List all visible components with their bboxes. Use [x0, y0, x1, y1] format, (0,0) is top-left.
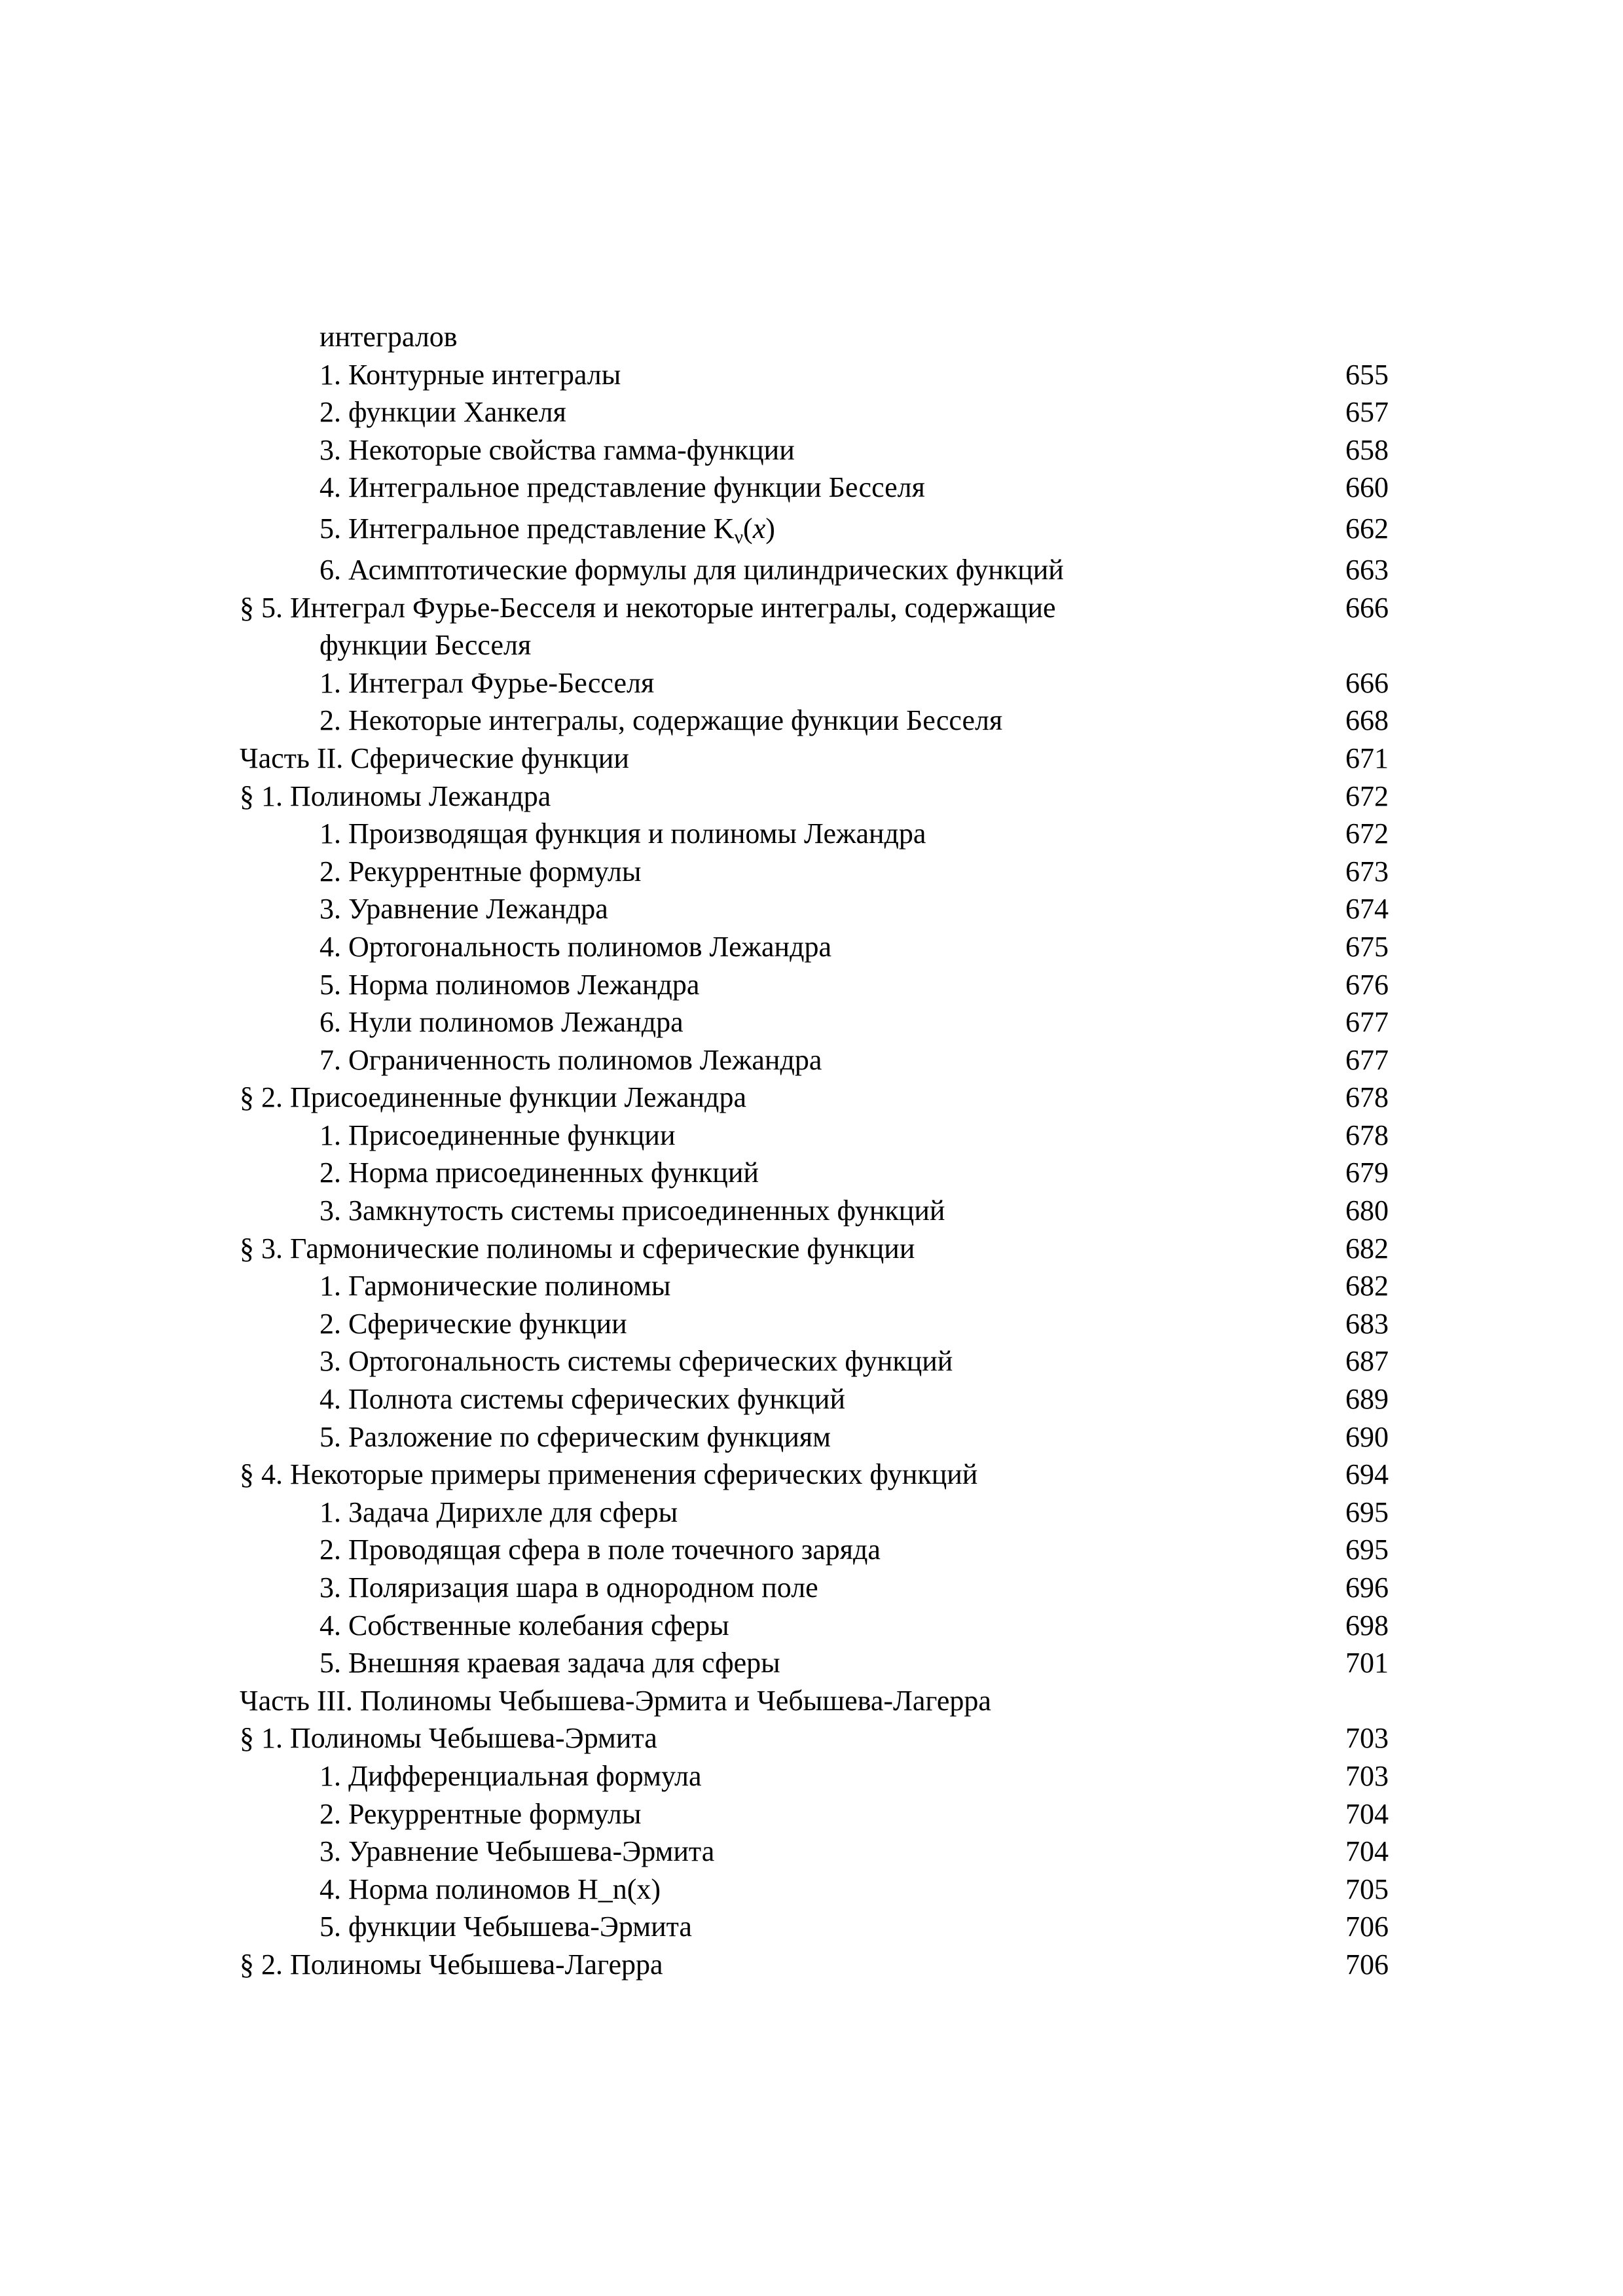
paren-close: ): [765, 512, 775, 545]
toc-entry-page: 666: [1345, 591, 1389, 624]
toc-entry: [240, 815, 1389, 853]
toc-entry-title: 1. Задача Дирихле для сферы: [319, 1496, 678, 1528]
toc-entry-page: 705: [1345, 1873, 1389, 1905]
toc-entry-page: 695: [1345, 1496, 1389, 1528]
toc-entry-page: 703: [1345, 1722, 1389, 1755]
toc-entry: [240, 1117, 1389, 1155]
toc-entry: [240, 890, 1389, 928]
toc-entry-page: 706: [1345, 1948, 1389, 1981]
toc-entry-page: 706: [1345, 1910, 1389, 1943]
toc-entry: [240, 589, 1389, 627]
toc-entry-title: Часть II. Сферические функции: [240, 742, 629, 774]
toc-entry-title: 4. Полнота системы сферических функций: [319, 1383, 846, 1416]
toc-entry-title: 4. Собственные колебания сферы: [319, 1609, 729, 1641]
toc-entry-page: 655: [1345, 358, 1389, 391]
toc-entry-page: 676: [1345, 968, 1389, 1001]
toc-entry-title: 5. Норма полиномов Лежандра: [319, 968, 700, 1001]
toc-entry: [240, 1230, 1389, 1268]
toc-entry-title: 3. Ортогональность системы сферических функций: [319, 1345, 953, 1378]
toc-entry-title: 2. функции Ханкеля: [319, 396, 566, 429]
toc-entry: [240, 1154, 1389, 1192]
toc-entry-title: 1. Интеграл Фурье-Бесселя: [319, 666, 655, 699]
toc-entry: [240, 393, 1389, 431]
toc-entry-title: 3. Поляризация шара в однородном поле: [319, 1571, 818, 1604]
toc-entry-title: 4. Норма полиномов H_n(x): [319, 1873, 661, 1905]
toc-entry-page: 657: [1345, 396, 1389, 429]
toc-entry: [240, 740, 1389, 778]
toc-entry: [240, 1569, 1389, 1607]
toc-entry: [240, 966, 1389, 1004]
toc-entry-page: 696: [1345, 1571, 1389, 1604]
toc-entry: [240, 469, 1389, 507]
toc-entry-title: § 4. Некоторые примеры применения сферических функций: [240, 1458, 978, 1491]
toc-entry: [240, 1456, 1389, 1494]
toc-entry: [240, 551, 1389, 589]
toc-entry: [240, 1494, 1389, 1532]
toc-entry-page: 682: [1345, 1270, 1389, 1302]
toc-entry-title: 5. Разложение по сферическим функциям: [319, 1420, 831, 1453]
toc-entry: [240, 431, 1389, 469]
toc-entry: [240, 318, 1389, 356]
toc-entry-title: § 3. Гармонические полиномы и сферические функции: [240, 1232, 915, 1265]
toc-entry-page: 672: [1345, 817, 1389, 850]
toc-entry: [240, 1682, 1389, 1720]
toc-entry-title: 3. Некоторые свойства гамма-функции: [319, 433, 795, 466]
toc-entry-title: 2. Рекуррентные формулы: [319, 1797, 642, 1830]
toc-entry-page: 679: [1345, 1157, 1389, 1189]
toc-entry-page: 703: [1345, 1759, 1389, 1792]
toc-entry-page: 673: [1345, 855, 1389, 888]
toc-entry-title: 5. функции Чебышева-Эрмита: [319, 1910, 692, 1943]
toc-entry-page: 687: [1345, 1345, 1389, 1378]
toc-entry: [240, 1607, 1389, 1645]
toc-entry: [240, 1041, 1389, 1079]
toc-entry-page: 666: [1345, 666, 1389, 699]
toc-entry: [240, 1644, 1389, 1682]
toc-entry: [240, 1305, 1389, 1343]
toc-entry-title: Часть III. Полиномы Чебышева-Эрмита и Чебышева-Лагерра: [240, 1684, 991, 1717]
toc-entry-page: 695: [1345, 1534, 1389, 1566]
toc-entry-page: 689: [1345, 1383, 1389, 1416]
toc-entry-page: 694: [1345, 1458, 1389, 1491]
toc-entry-title: 1. Гармонические полиномы: [319, 1270, 671, 1302]
toc-entry: [240, 1267, 1389, 1305]
toc-entry-title: 3. Уравнение Чебышева-Эрмита: [319, 1835, 715, 1868]
toc-entry: [240, 1946, 1389, 1984]
toc-entry: [240, 356, 1389, 394]
toc-entry: [240, 1757, 1389, 1795]
paren-open: (: [743, 512, 753, 545]
toc-entry-title: 2. Рекуррентные формулы: [319, 855, 642, 888]
toc-entry-page: 680: [1345, 1194, 1389, 1227]
toc-entry-title: 3. Замкнутость системы присоединенных функций: [319, 1194, 945, 1227]
toc-entry-title: 6. Нули полиномов Лежандра: [319, 1006, 684, 1039]
toc-entry-page: 675: [1345, 930, 1389, 963]
toc-entry-title: 7. Ограниченность полиномов Лежандра: [319, 1043, 822, 1076]
toc-entry: [240, 853, 1389, 891]
toc-entry-page: 690: [1345, 1420, 1389, 1453]
toc-entry-page: 678: [1345, 1081, 1389, 1114]
toc-entry: [240, 507, 1389, 551]
toc-entry-title: § 2. Присоединенные функции Лежандра: [240, 1081, 746, 1114]
toc-entry-title: 3. Уравнение Лежандра: [319, 893, 608, 925]
toc-entry: [240, 664, 1389, 702]
toc-entry: [240, 1079, 1389, 1117]
toc-entry-page: 704: [1345, 1797, 1389, 1830]
toc-entry-title: § 2. Полиномы Чебышева-Лагерра: [240, 1948, 663, 1981]
toc-entry: [240, 928, 1389, 966]
toc-entry-page: 683: [1345, 1307, 1389, 1340]
toc-entry-title: 4. Интегральное представление функции Бесселя: [319, 471, 925, 504]
toc-entry: [240, 1380, 1389, 1418]
toc-entry-page: 677: [1345, 1043, 1389, 1076]
toc-entry-title: 2. Норма присоединенных функций: [319, 1157, 759, 1189]
toc-entry-page: 663: [1345, 553, 1389, 586]
toc-entry-page: 662: [1345, 512, 1389, 545]
toc-entry-title-text: 5. Интегральное представление K: [319, 512, 735, 545]
toc-entry: [240, 702, 1389, 740]
toc-entry-page: 660: [1345, 471, 1389, 504]
variable-x: x: [752, 512, 766, 545]
toc-entry-page: 671: [1345, 742, 1389, 774]
toc-entry: [240, 1871, 1389, 1909]
toc-entry-page: 698: [1345, 1609, 1389, 1641]
toc-entry-page: 672: [1345, 780, 1389, 812]
toc-entry-title: 1. Дифференциальная формула: [319, 1759, 702, 1792]
toc-entry-title: 2. Некоторые интегралы, содержащие функции Бесселя: [319, 704, 1003, 737]
toc-entry: [240, 1795, 1389, 1833]
toc-entry-title: 1. Производящая функция и полиномы Лежандра: [319, 817, 926, 850]
toc-entry-title: 1. Присоединенные функции: [319, 1119, 676, 1151]
toc-entry-page: 682: [1345, 1232, 1389, 1265]
toc-entry: [240, 1342, 1389, 1380]
toc-entry: [240, 1418, 1389, 1456]
toc-entry-title: § 1. Полиномы Чебышева-Эрмита: [240, 1722, 657, 1755]
subscript-nu: ν: [734, 526, 744, 548]
toc-entry-page: 678: [1345, 1119, 1389, 1151]
toc-entry: [240, 1719, 1389, 1757]
toc-entry-title: 2. Сферические функции: [319, 1307, 627, 1340]
toc-entry-page: 658: [1345, 433, 1389, 466]
toc-entry-title: 6. Асимптотические формулы для цилиндрических функций: [319, 553, 1064, 586]
toc-entry-title: § 1. Полиномы Лежандра: [240, 780, 551, 812]
toc-entry-page: 668: [1345, 704, 1389, 737]
toc-entry-title: функции Бесселя: [319, 629, 532, 662]
toc-entry-title: 2. Проводящая сфера в поле точечного заряда: [319, 1534, 881, 1566]
toc-entry: [240, 1833, 1389, 1871]
toc-entry-page: 701: [1345, 1647, 1389, 1679]
toc-entry: [240, 1003, 1389, 1041]
table-of-contents: [240, 318, 1389, 1984]
toc-entry-page: 677: [1345, 1006, 1389, 1039]
toc-entry-title: интегралов: [319, 321, 458, 353]
toc-entry-title: § 5. Интеграл Фурье-Бесселя и некоторые интегралы, содержащие: [240, 591, 1056, 624]
toc-entry-page: 704: [1345, 1835, 1389, 1868]
toc-entry-page: 674: [1345, 893, 1389, 925]
toc-entry: [240, 1908, 1389, 1946]
toc-entry-title: 4. Ортогональность полиномов Лежандра: [319, 930, 832, 963]
toc-entry: [240, 1531, 1389, 1569]
toc-entry: [240, 1192, 1389, 1230]
toc-entry-title: 1. Контурные интегралы: [319, 358, 621, 391]
toc-entry-title: 5. Внешняя краевая задача для сферы: [319, 1647, 780, 1679]
toc-entry: [240, 626, 1389, 664]
toc-entry: [240, 778, 1389, 816]
